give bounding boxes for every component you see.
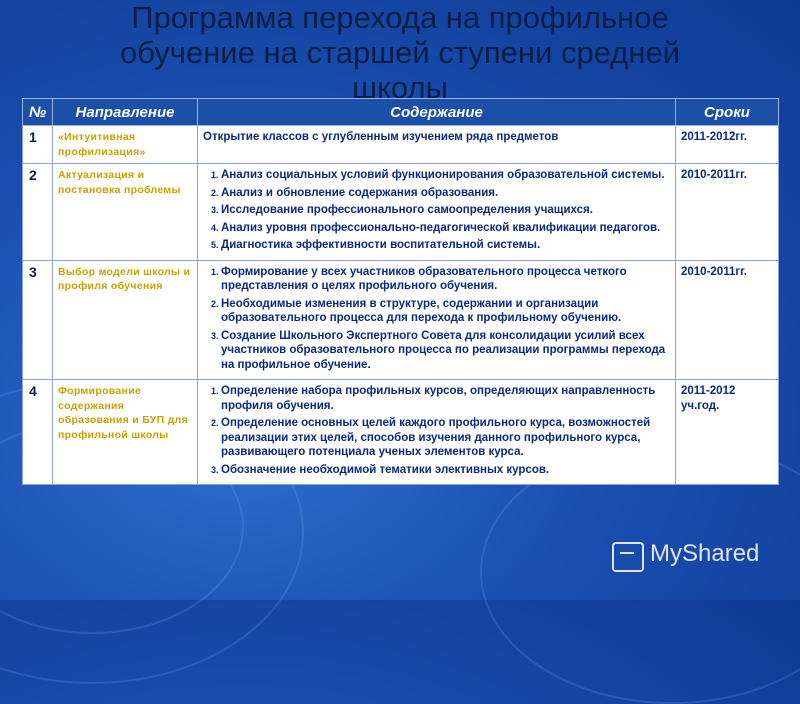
content-list-item: 1. Анализ социальных условий функционирования образовательной системы. <box>221 168 670 183</box>
row-direction: Актуализация и постановка проблемы <box>53 164 198 261</box>
row-content <box>198 380 676 485</box>
content-list-item: 3. Исследование профессионального самоопределения учащихся. <box>221 203 670 218</box>
column-header-number: № <box>23 99 53 126</box>
content-list-item: 1. Формирование у всех участников образовательного процесса четкого представления о целях профильного обучения. <box>221 265 670 294</box>
table-row <box>23 260 779 380</box>
row-content <box>198 164 676 261</box>
row-period: 2010-2011гг. <box>676 164 779 261</box>
content-list-item: 3. Создание Школьного Экспертного Совета для консолидации усилий всех участников образовательного процесса по реализации программы перехода на профильное обучение. <box>221 329 670 373</box>
slide-title-line: школы <box>352 70 448 98</box>
column-header-period: Сроки <box>676 99 779 126</box>
row-content <box>198 260 676 380</box>
table-row <box>23 164 779 261</box>
slide-title-line: Программа перехода на профильное <box>131 0 669 35</box>
row-number: 1 <box>23 126 53 164</box>
content-list-item: 2. Определение основных целей каждого профильного курса, возможностей реализации этих целей, способов изучения данного профильного курса, развивающего потенциала ученых элементов курса. <box>221 416 670 460</box>
program-table <box>22 98 779 485</box>
content-list-item: 3. Обозначение необходимой тематики элективных курсов. <box>221 463 670 478</box>
table-header-row <box>23 99 779 126</box>
row-period: 2010-2011гг. <box>676 260 779 380</box>
content-list <box>203 384 670 477</box>
content-list-item: 4. Анализ уровня профессионально-педагогической квалификации педагогов. <box>221 221 670 236</box>
content-list-item: 5. Диагностика эффективности воспитательной системы. <box>221 238 670 253</box>
content-list <box>203 265 670 373</box>
slide-title <box>0 0 800 98</box>
myshared-watermark <box>612 538 792 574</box>
content-list-item: 2. Необходимые изменения в структуре, содержании и организации образовательного процесса для перехода к профильному обучению. <box>221 297 670 326</box>
column-header-content: Содержание <box>198 99 676 126</box>
table-row <box>23 380 779 485</box>
row-content: Открытие классов с углубленным изучением ряда предметов <box>198 126 676 164</box>
row-period: 2011-2012гг. <box>676 126 779 164</box>
presentation-board-icon <box>612 542 644 572</box>
content-list-item: 2. Анализ и обновление содержания образования. <box>221 186 670 201</box>
content-list-item: 1. Определение набора профильных курсов, определяющих направленность профиля обучения. <box>221 384 670 413</box>
row-number: 3 <box>23 260 53 380</box>
row-number: 2 <box>23 164 53 261</box>
table-row <box>23 126 779 164</box>
slide-title-line: обучение на старшей ступени средней <box>119 35 681 70</box>
row-direction: «Интуитивная профилизация» <box>53 126 198 164</box>
content-list <box>203 168 670 253</box>
row-period: 2011-2012 уч.год. <box>676 380 779 485</box>
row-number: 4 <box>23 380 53 485</box>
column-header-direction: Направление <box>53 99 198 126</box>
row-direction: Выбор модели школы и профиля обучения <box>53 260 198 380</box>
row-direction: Формирование содержания образования и БУП для профильной школы <box>53 380 198 485</box>
watermark-text: MyShared <box>650 540 760 567</box>
